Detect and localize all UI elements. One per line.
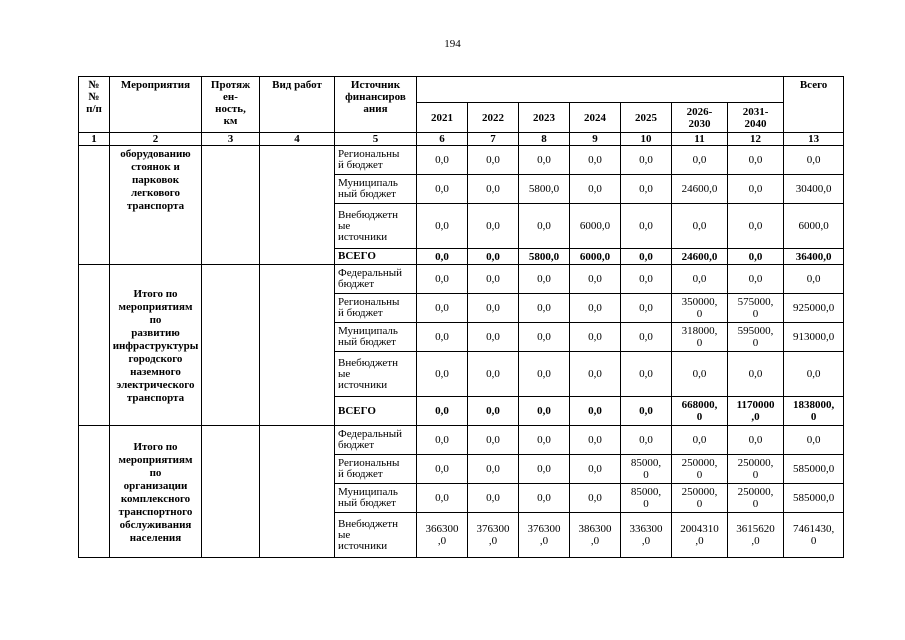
year-value: 0,0: [728, 146, 784, 175]
year-value: 250000, 0: [672, 484, 728, 513]
year-value: 386300 ,0: [570, 513, 621, 558]
work-type-cell: [260, 146, 335, 265]
table-row: [79, 265, 844, 294]
year-value: 2004310 ,0: [672, 513, 728, 558]
header-year: 2023: [519, 103, 570, 133]
year-value: 0,0: [519, 352, 570, 397]
year-value: 5800,0: [519, 249, 570, 265]
total-value: 0,0: [784, 265, 844, 294]
year-value: 0,0: [468, 397, 519, 426]
column-number: 13: [784, 133, 844, 146]
funding-source: Федеральный бюджет: [335, 265, 417, 294]
year-value: 0,0: [728, 265, 784, 294]
total-value: 36400,0: [784, 249, 844, 265]
year-value: 0,0: [672, 146, 728, 175]
year-value: 0,0: [672, 265, 728, 294]
column-number: 8: [519, 133, 570, 146]
year-value: 336300 ,0: [621, 513, 672, 558]
year-value: 6000,0: [570, 249, 621, 265]
year-value: 5800,0: [519, 175, 570, 204]
year-value: 376300 ,0: [468, 513, 519, 558]
funding-source: Муниципаль ный бюджет: [335, 175, 417, 204]
column-number: 3: [202, 133, 260, 146]
year-value: 0,0: [519, 484, 570, 513]
year-value: 0,0: [417, 204, 468, 249]
total-value: 30400,0: [784, 175, 844, 204]
measure-title: Итого по мероприятиям по развитию инфраструктуры городского наземного электрического транспорта: [110, 265, 202, 426]
header-num: № № п/п: [79, 77, 110, 133]
year-value: 0,0: [417, 352, 468, 397]
year-value: 0,0: [570, 294, 621, 323]
page-number: 194: [444, 38, 461, 50]
total-value: 585000,0: [784, 484, 844, 513]
year-value: 0,0: [570, 323, 621, 352]
year-value: 0,0: [621, 146, 672, 175]
measure-title: оборудованию стоянок и парковок легкового транспорта: [110, 146, 202, 265]
year-value: 0,0: [672, 426, 728, 455]
year-value: 0,0: [621, 204, 672, 249]
header-work-type: Вид работ: [260, 77, 335, 133]
year-value: 595000, 0: [728, 323, 784, 352]
year-value: 85000, 0: [621, 455, 672, 484]
header-measures: Мероприятия: [110, 77, 202, 133]
total-value: 925000,0: [784, 294, 844, 323]
year-value: 0,0: [468, 455, 519, 484]
year-value: 0,0: [468, 352, 519, 397]
year-value: 0,0: [468, 146, 519, 175]
year-value: 0,0: [570, 484, 621, 513]
funding-source: ВСЕГО: [335, 397, 417, 426]
year-value: 0,0: [519, 426, 570, 455]
header-length: Протяж ен- ность, км: [202, 77, 260, 133]
year-value: 0,0: [621, 175, 672, 204]
year-value: 0,0: [570, 397, 621, 426]
year-value: 0,0: [468, 175, 519, 204]
year-value: 0,0: [417, 323, 468, 352]
year-value: 0,0: [621, 294, 672, 323]
header-total: Всего: [784, 77, 844, 103]
year-value: 0,0: [621, 249, 672, 265]
year-value: 0,0: [621, 323, 672, 352]
year-value: 0,0: [468, 323, 519, 352]
table-row: [79, 146, 844, 175]
column-number: 10: [621, 133, 672, 146]
year-value: 0,0: [728, 204, 784, 249]
header-years-span: [417, 77, 784, 103]
column-number: 5: [335, 133, 417, 146]
year-value: 85000, 0: [621, 484, 672, 513]
measure-title: Итого по мероприятиям по организации комплексного транспортного обслуживания населения: [110, 426, 202, 558]
year-value: 0,0: [570, 455, 621, 484]
funding-source: Внебюджетн ые источники: [335, 352, 417, 397]
year-value: 0,0: [621, 352, 672, 397]
year-value: 0,0: [570, 146, 621, 175]
year-value: 318000, 0: [672, 323, 728, 352]
funding-source: Муниципаль ный бюджет: [335, 323, 417, 352]
header-year: 2024: [570, 103, 621, 133]
row-number-cell: [79, 426, 110, 558]
year-value: 0,0: [672, 204, 728, 249]
total-value: 0,0: [784, 426, 844, 455]
year-value: 0,0: [728, 426, 784, 455]
funding-source: ВСЕГО: [335, 249, 417, 265]
year-value: 250000, 0: [672, 455, 728, 484]
year-value: 3615620 ,0: [728, 513, 784, 558]
funding-source: Внебюджетн ые источники: [335, 513, 417, 558]
year-value: 668000, 0: [672, 397, 728, 426]
funding-source: Региональны й бюджет: [335, 455, 417, 484]
year-value: 0,0: [417, 484, 468, 513]
header-year: 2022: [468, 103, 519, 133]
year-value: 24600,0: [672, 175, 728, 204]
funding-source: Федеральный бюджет: [335, 426, 417, 455]
year-value: 0,0: [417, 249, 468, 265]
year-value: 0,0: [519, 323, 570, 352]
year-value: 0,0: [519, 265, 570, 294]
year-value: 0,0: [417, 265, 468, 294]
year-value: 350000, 0: [672, 294, 728, 323]
column-number: 1: [79, 133, 110, 146]
year-value: 0,0: [417, 426, 468, 455]
year-value: 0,0: [417, 146, 468, 175]
year-value: 575000, 0: [728, 294, 784, 323]
year-value: 0,0: [621, 397, 672, 426]
funding-source: Муниципаль ный бюджет: [335, 484, 417, 513]
header-year: 2025: [621, 103, 672, 133]
column-number: 7: [468, 133, 519, 146]
row-number-cell: [79, 265, 110, 426]
total-value: 585000,0: [784, 455, 844, 484]
total-value: 6000,0: [784, 204, 844, 249]
header-source: Источник финансиров ания: [335, 77, 417, 133]
column-number: 12: [728, 133, 784, 146]
column-numbers-row: [79, 133, 844, 146]
year-value: 0,0: [468, 265, 519, 294]
year-value: 0,0: [468, 249, 519, 265]
year-value: 0,0: [570, 265, 621, 294]
year-value: 376300 ,0: [519, 513, 570, 558]
year-value: 0,0: [570, 426, 621, 455]
funding-source: Региональны й бюджет: [335, 146, 417, 175]
length-cell: [202, 146, 260, 265]
year-value: 0,0: [468, 426, 519, 455]
year-value: 0,0: [468, 294, 519, 323]
header-total-cont: [784, 103, 844, 133]
year-value: 6000,0: [570, 204, 621, 249]
funding-source: Внебюджетн ые источники: [335, 204, 417, 249]
column-number: 2: [110, 133, 202, 146]
table-row: [79, 426, 844, 455]
work-type-cell: [260, 426, 335, 558]
year-value: 0,0: [672, 352, 728, 397]
year-value: 24600,0: [672, 249, 728, 265]
column-number: 6: [417, 133, 468, 146]
row-number-cell: [79, 146, 110, 265]
year-value: 0,0: [728, 175, 784, 204]
year-value: 0,0: [417, 175, 468, 204]
total-value: 0,0: [784, 146, 844, 175]
year-value: 0,0: [519, 455, 570, 484]
column-number: 11: [672, 133, 728, 146]
year-value: 0,0: [728, 249, 784, 265]
year-value: 0,0: [519, 146, 570, 175]
year-value: 0,0: [468, 204, 519, 249]
year-value: 0,0: [570, 352, 621, 397]
financing-table: [78, 76, 844, 558]
year-value: 366300 ,0: [417, 513, 468, 558]
year-value: 250000, 0: [728, 455, 784, 484]
length-cell: [202, 265, 260, 426]
year-value: 0,0: [621, 426, 672, 455]
year-value: 0,0: [728, 352, 784, 397]
year-value: 0,0: [519, 294, 570, 323]
total-value: 1838000, 0: [784, 397, 844, 426]
year-value: 0,0: [621, 265, 672, 294]
year-value: 1170000 ,0: [728, 397, 784, 426]
year-value: 0,0: [468, 484, 519, 513]
total-value: 7461430, 0: [784, 513, 844, 558]
year-value: 0,0: [519, 397, 570, 426]
year-value: 250000, 0: [728, 484, 784, 513]
column-number: 9: [570, 133, 621, 146]
funding-source: Региональны й бюджет: [335, 294, 417, 323]
total-value: 913000,0: [784, 323, 844, 352]
year-value: 0,0: [417, 294, 468, 323]
year-value: 0,0: [417, 397, 468, 426]
year-value: 0,0: [519, 204, 570, 249]
year-value: 0,0: [570, 175, 621, 204]
header-year: 2031- 2040: [728, 103, 784, 133]
column-number: 4: [260, 133, 335, 146]
year-value: 0,0: [417, 455, 468, 484]
total-value: 0,0: [784, 352, 844, 397]
header-year: 2026- 2030: [672, 103, 728, 133]
work-type-cell: [260, 265, 335, 426]
length-cell: [202, 426, 260, 558]
header-year: 2021: [417, 103, 468, 133]
